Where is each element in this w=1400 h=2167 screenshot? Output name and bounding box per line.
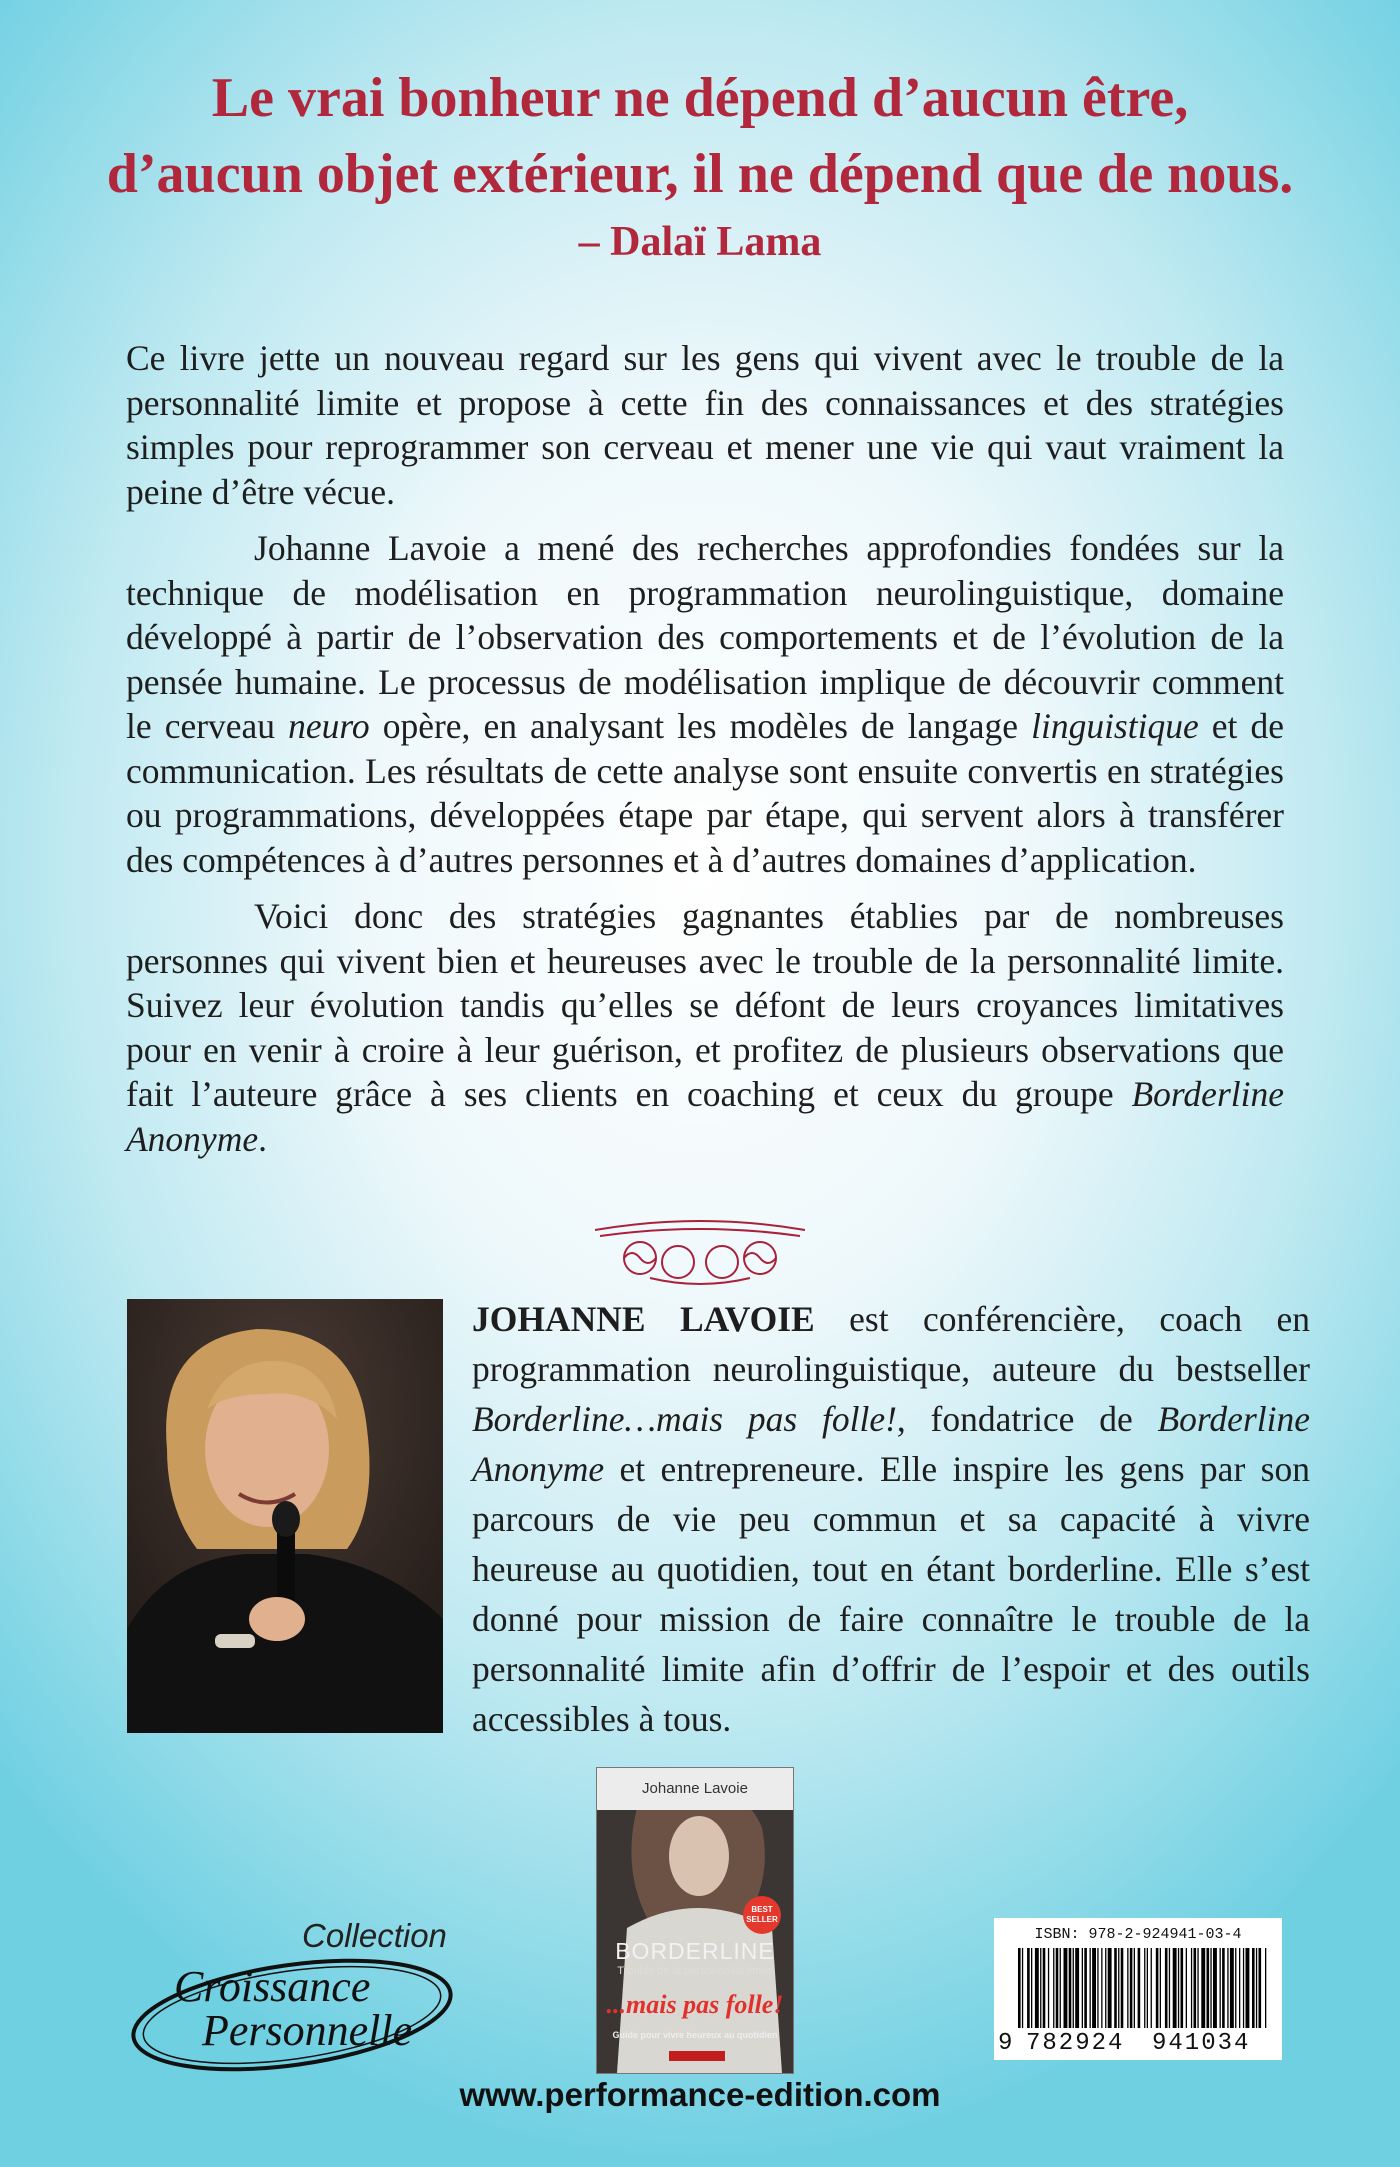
collection-line-2: Personnelle (202, 2006, 413, 2055)
description-paragraph-3 (126, 894, 1284, 1161)
italic-term-neuro: neuro (288, 706, 370, 746)
ornament-divider (590, 1218, 810, 1288)
description-paragraph-1: Ce livre jette un nouveau regard sur les gens qui vivent avec le trouble de la personnalité limite et propose à cette fin des connaissances et des stratégies simples pour reprogrammer son cerveau et mener une vie qui vaut vraiment la peine d’être vécue. (126, 338, 1284, 512)
cover-subtitle: Trouble de la personnalité limite (617, 1965, 773, 1977)
quote-author: – Dalaï Lama (578, 219, 822, 265)
collection-logo (122, 1905, 482, 2075)
collection-label: Collection (302, 1917, 447, 1954)
cover-author: Johanne Lavoie (642, 1780, 748, 1797)
cover-title: BORDERLINE (615, 1938, 775, 1964)
text-run: Johanne Lavoie a mené des recherches approfondies fondées sur la technique de modélisation en programmation neurolinguistique, domaine développé à partir de l’observation des comportements et de l’évolution de la pensée humaine. Le processus de modélisation implique de découvrir comment le cerveau (126, 528, 1284, 746)
text-run: Voici donc des stratégies gagnantes établies par de nombreuses personnes qui vivent bien et heureuses avec le trouble de la personnalité limite. Suivez leur évolution tandis qu’elles se défont de leurs croyances limitatives pour en venir à croire à leur guérison, et profitez de plusieurs observations que fait l’auteure grâce à ses clients en coaching et ceux du groupe (126, 896, 1284, 1114)
bestseller-badge: BEST SELLER (743, 1896, 781, 1934)
barcode-bars (1014, 1948, 1270, 2034)
text-run: et de communication. Les résultats de cette analyse sont ensuite convertis en stratégies ou programmations, développées étape par étape, qui servent alors à transférer des compétences à d’autres personnes et à d’autres domaines d’application. (126, 706, 1284, 880)
author-name: JOHANNE LAVOIE (472, 1299, 815, 1339)
italic-term-linguistique: linguistique (1031, 706, 1199, 746)
publisher-logo (669, 2051, 725, 2061)
quote-line-1: Le vrai bonheur ne dépend d’aucun être, (211, 67, 1189, 129)
quote-line-2: d’aucun objet extérieur, il ne dépend que de nous. (106, 143, 1294, 205)
cover-guide-line: Guide pour vivre heureux au quotidien (612, 2030, 778, 2040)
author-photo (127, 1299, 443, 1733)
text-run: et entrepreneure. Elle inspire les gens par son parcours de vie peu commun et sa capacité à vivre heureuse au quotidien, tout en étant borderline. Elle s’est donné pour mission de faire connaître le trouble de la personnalité limite afin d’offrir de l’espoir et des outils accessibles à tous. (472, 1449, 1310, 1739)
text-run: , fondatrice de (896, 1399, 1158, 1439)
book-description (126, 336, 1284, 1173)
text-run: . (258, 1118, 267, 1159)
publisher-website: www.performance-edition.com (459, 2076, 941, 2113)
author-bio (472, 1294, 1310, 1744)
barcode-group-2: 941034 (1152, 2030, 1251, 2057)
collection-line-1: Croissance (174, 1962, 371, 2011)
epigraph (0, 60, 1400, 272)
barcode-group-1: 782924 (1026, 2030, 1125, 2057)
italic-group-name: Borderline Anonyme (126, 1074, 1284, 1159)
cover-slogan: ...mais pas folle! (606, 1990, 784, 2019)
description-paragraph-2 (126, 526, 1284, 882)
text-run: opère, en analysant les modèles de langage (369, 706, 1032, 746)
italic-book-title: Borderline…mais pas folle! (472, 1399, 897, 1439)
barcode-first-digit: 9 (998, 2030, 1015, 2057)
isbn-barcode (994, 1918, 1282, 2060)
related-book-cover (596, 1767, 794, 2074)
italic-group-name: Borderline Anonyme (472, 1399, 1310, 1489)
isbn-label: ISBN: 978-2-924941-03-4 (1034, 1926, 1242, 1943)
text-run: est conférencière, coach en programmation neurolinguistique, auteure du bestseller (472, 1299, 1310, 1389)
